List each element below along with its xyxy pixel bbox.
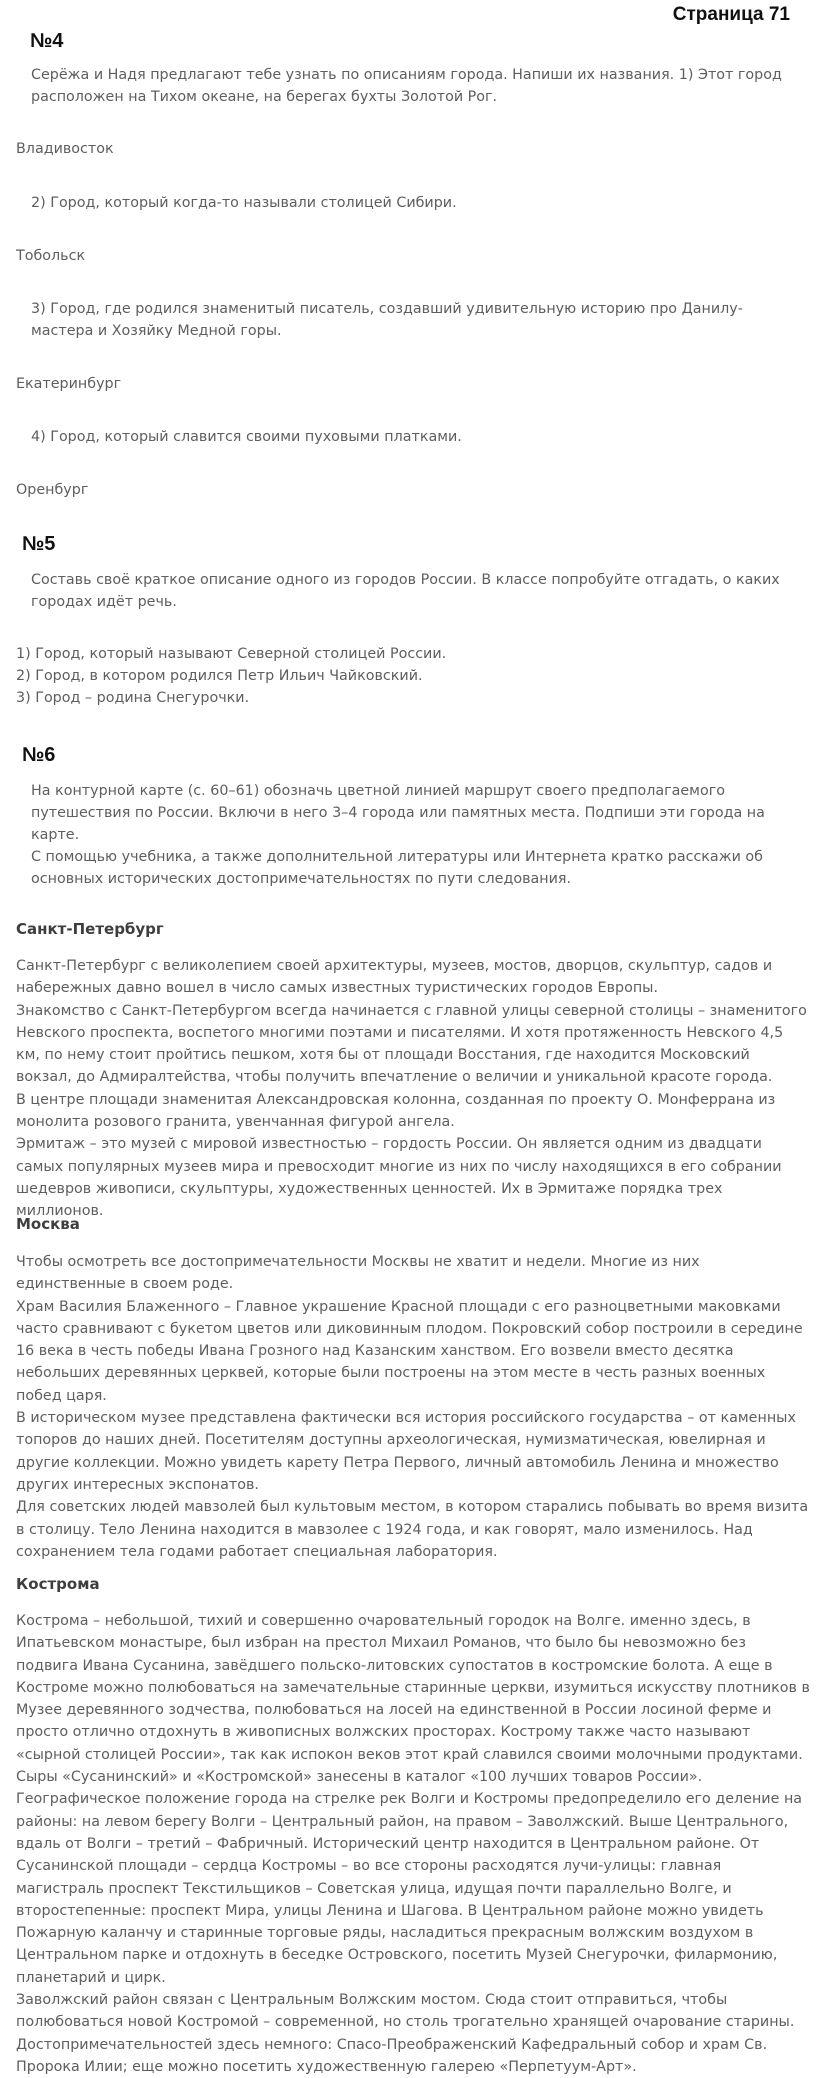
list-item: 3) Город – родина Снегурочки. (16, 690, 250, 706)
task-4-answer-4: Оренбург (16, 482, 89, 498)
paragraph: Чтобы осмотреть все достопримечательности Москвы не хватит и недели. Многие из них единственные в своем роде. (16, 1254, 700, 1293)
paragraph: Санкт-Петербург с великолепием своей архитектуры, музеев, мостов, дворцов, скульптур, садов и набережных давно вошел в число самых известных туристических городов Европы. (16, 958, 773, 997)
city-text-moscow (16, 1251, 810, 1563)
paragraph: Кострома – небольшой, тихий и совершенно очаровательный городок на Волге. именно здесь, в Ипатьевском монастыре, был избран на престол Михаил Романов, что было бы невозможно без подвига Ивана Сусанина, завёдшего польско-литовских супостатов в костромские болота. А еще в Костроме можно полюбоваться на замечательные старинные церкви, изумиться искусству плотников в Музее деревянного зодчества, полюбоваться на лосей на единственной в России лосиной ферме и просто отлично отдохнуть в живописных волжских просторах. Кострому также часто называют «сырной столицей России», так как испокон веков этот край славился своими молочными продуктами. Сыры «Сусанинский» и «Костромской» занесены в каталог «100 лучших товаров России». (16, 1613, 810, 1786)
list-item: 2) Город, в котором родился Петр Ильич Чайковский. (16, 668, 423, 684)
task-6-number: №6 (22, 744, 56, 766)
paragraph: В историческом музее представлена фактически вся история российского государства – от каменных топоров до наших дней. Посетителям доступны археологическая, нумизматическая, ювелирная и другие коллекции. Можно увидеть карету Петра Первого, личный автомобиль Ленина и множество других интересных экспонатов. (16, 1410, 796, 1493)
task-4-question-4: 4) Город, который славится своими пуховыми платками. (31, 429, 462, 445)
task-5-intro: Составь своё краткое описание одного из городов России. В классе попробуйте отгадать, о каких городах идёт речь. (31, 572, 780, 610)
task-6-intro-paragraph-1: На контурной карте (с. 60–61) обозначь цветной линией маршрут своего предполагаемого путешествия по России. Включи в него 3–4 города или памятных места. Подпиши эти города на карте. (31, 783, 765, 843)
task-6-intro (31, 780, 783, 890)
city-text-kostroma (16, 1610, 810, 2078)
task-4-answer-2: Тобольск (16, 248, 86, 264)
paragraph: В центре площади знаменитая Александровская колонна, созданная по проекту О. Монферрана из монолита розового гранита, увенчанная фигурой ангела. (16, 1091, 776, 1131)
task-4-intro: Серёжа и Надя предлагают тебе узнать по описаниям города. Напиши их названия. 1) Этот город расположен на Тихом океане, на берегах бухты Золотой Рог. (31, 67, 782, 105)
task-4-answer-3: Екатеринбург (16, 376, 122, 392)
paragraph: Заволжский район связан с Центральным Волжским мостом. Сюда стоит отправиться, чтобы полюбоваться новой Костромой – современной, но столь трогательно хранящей очарование старины. (16, 1992, 795, 2031)
city-heading-kostroma: Кострома (16, 1575, 100, 1593)
paragraph: Достопримечательностей здесь немного: Спасо-Преображенский Кафедральный собор и храм Св. Пророка Илии; еще можно посетить художественную галерею «Перпетуум-Арт». (16, 2036, 768, 2075)
paragraph: Географическое положение города на стрелке рек Волги и Костромы предопределило его деление на районы: на левом берегу Волги – Центральный район, на правом – Заволжский. Выше Центрального, вдаль от Волги – третий – Фабричный. Исторический центр находится в Центральном районе. От Сусанинской площади – сердца Костромы – во все стороны расходятся лучи-улицы: главная магистраль проспект Текстильщиков – Советская улица, идущая почти параллельно Волге, и второстепенные: проспект Мира, улицы Ленина и Шагова. В Центральном районе можно увидеть Пожарную каланчу и старинные торговые ряды, насладиться прекрасным волжским воздухом в Центральном парке и отдохнуть в беседке Островского, посетить Музей Снегурочки, филармонию, планетарий и цирк. (16, 1791, 803, 1986)
list-item: 1) Город, который называют Северной столицей России. (16, 646, 447, 662)
paragraph: Знакомство с Санкт-Петербургом всегда начинается с главной улицы северной столицы – знаменитого Невского проспекта, воспетого многими поэтами и писателями. И хотя протяженность Невского 4,5 км, по нему стоит пройтись пешком, хотя бы от площади Восстания, где находится Московский вокзал, до Адмиралтейства, чтобы получить впечатление о величии и уникальной красоте города. (16, 1002, 807, 1086)
city-text-saint-petersburg (16, 955, 810, 1223)
page-number-header: Страница 71 (672, 4, 790, 25)
task-4-answer-1: Владивосток (16, 141, 114, 157)
city-heading-saint-petersburg: Санкт-Петербург (16, 920, 164, 938)
task-5-list (16, 643, 446, 709)
city-heading-moscow: Москва (16, 1215, 80, 1233)
paragraph: Храм Василия Блаженного – Главное украшение Красной площади с его разноцветными маковками часто сравнивают с букетом цветов или диковинным плодом. Покровский собор построили в середине 16 века в честь победы Ивана Грозного над Казанским ханством. Его возвели вместо десятка небольших деревянных церквей, которые были построены на этом месте в честь разных военных побед царя. (16, 1298, 803, 1404)
paragraph: Для советских людей мавзолей был культовым местом, в котором старались побывать во время визита в столицу. Тело Ленина находится в мавзолее с 1924 года, и как говорят, мало изменилось. Над сохранением тела годами работает специальная лаборатория. (16, 1499, 809, 1560)
task-4-question-2: 2) Город, который когда-то называли столицей Сибири. (31, 195, 457, 211)
task-5-number: №5 (22, 533, 56, 555)
task-4-question-3: 3) Город, где родился знаменитый писатель, создавший удивительную историю про Данилу-мастера и Хозяйку Медной горы. (31, 301, 743, 339)
paragraph: Эрмитаж – это музей с мировой известностью – гордость России. Он является одним из двадцати самых популярных музеев мира и превосходит многие из них по числу находящихся в его собрании шедевров живописи, скульптуры, художественных ценностей. Их в Эрмитаже порядка трех миллионов. (16, 1136, 782, 1220)
task-6-intro-paragraph-2: С помощью учебника, а также дополнительной литературы или Интернета кратко расскажи об основных исторических достопримечательностях по пути следования. (31, 849, 763, 887)
task-4-number: №4 (30, 30, 64, 52)
